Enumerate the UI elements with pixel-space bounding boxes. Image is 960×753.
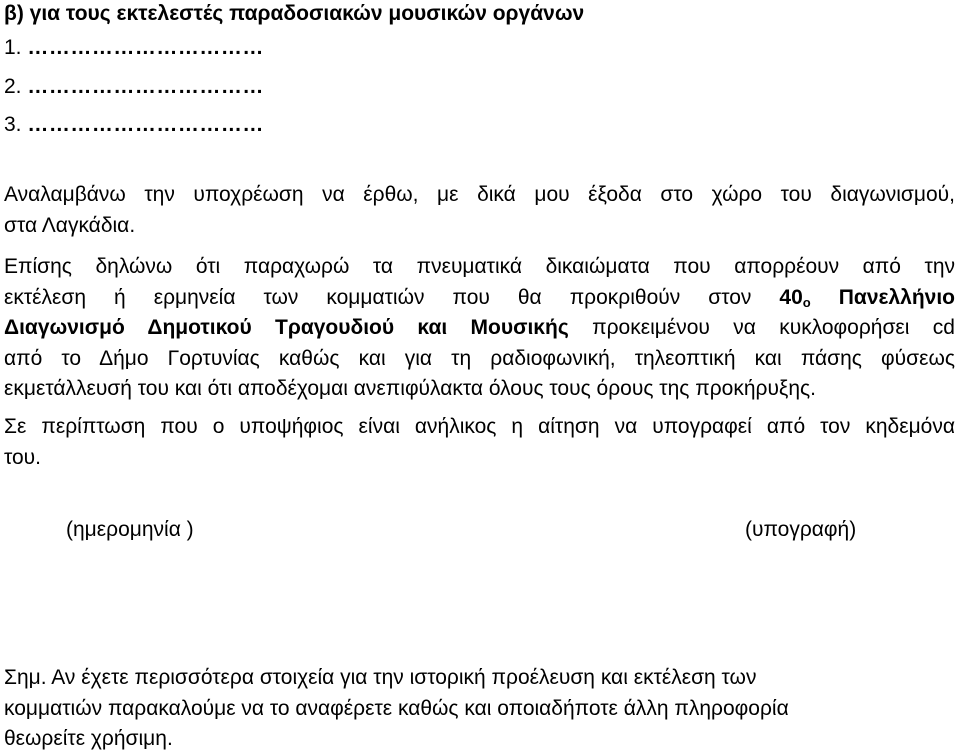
rights-line-1: Επίσης δηλώνω ότι παραχωρώ τα πνευματικά δικαιώματα που απορρέουν από την (4, 255, 955, 278)
date-label: (ημερομηνία ) (66, 518, 194, 541)
rights-line-2-text: εκτέλεση ή ερμηνεία των κομματιών που θα προκριθούν στον (4, 286, 752, 309)
item-2-blank: …………………………… (27, 75, 264, 98)
item-1 (4, 34, 264, 62)
rights-line-4: από το Δήμο Γορτυνίας καθώς και για τη ραδιοφωνική, τηλεοπτική και πάσης φύσεως (4, 347, 955, 370)
item-2 (4, 73, 264, 101)
rights-line-3 (4, 314, 955, 342)
item-3-blank: …………………………… (27, 113, 264, 136)
section-b-heading-text: β) για τους εκτελεστές παραδοσιακών μουσικών οργάνων (4, 2, 585, 25)
note-line-1: Σημ. Αν έχετε περισσότερα στοιχεία για την ιστορική προέλευση και εκτέλεση των (4, 666, 757, 689)
rights-line-2 (4, 284, 955, 314)
rights-line-5: εκμετάλλευσή του και ότι αποδέχομαι ανεπιφύλακτα όλους τους όρους της προκήρυξης. (4, 377, 816, 400)
item-3 (4, 111, 264, 139)
minor-line-2: του. (4, 446, 41, 469)
commitment-line-1: Αναλαμβάνω την υποχρέωση να έρθω, με δικά μου έξοδα στο χώρο του διαγωνισμού, (4, 183, 955, 206)
competition-number: 40ο Πανελλήνιο (779, 286, 955, 310)
item-3-number: 3. (4, 113, 22, 136)
minor-line-1: Σε περίπτωση που ο υποψήφιος είναι ανήλικος η αίτηση να υπογραφεί από τον κηδεμόνα (4, 415, 955, 438)
section-b-heading (4, 0, 584, 28)
item-1-number: 1. (4, 36, 22, 59)
item-1-blank: …………………………… (27, 36, 264, 59)
note-line-2: κομματιών παρακαλούμε να το αναφέρετε καθώς και οποιαδήποτε άλλη πληροφορία (4, 697, 789, 720)
rights-line-3-text: προκειμένου να κυκλοφορήσει cd (592, 316, 955, 339)
signature-label: (υπογραφή) (745, 518, 857, 541)
item-2-number: 2. (4, 75, 22, 98)
commitment-line-2: στα Λαγκάδια. (4, 214, 136, 237)
competition-name: Διαγωνισμό Δημοτικού Τραγουδιού και Μουσικής (4, 316, 569, 339)
note-line-3: θεωρείτε χρήσιμη. (4, 727, 173, 750)
